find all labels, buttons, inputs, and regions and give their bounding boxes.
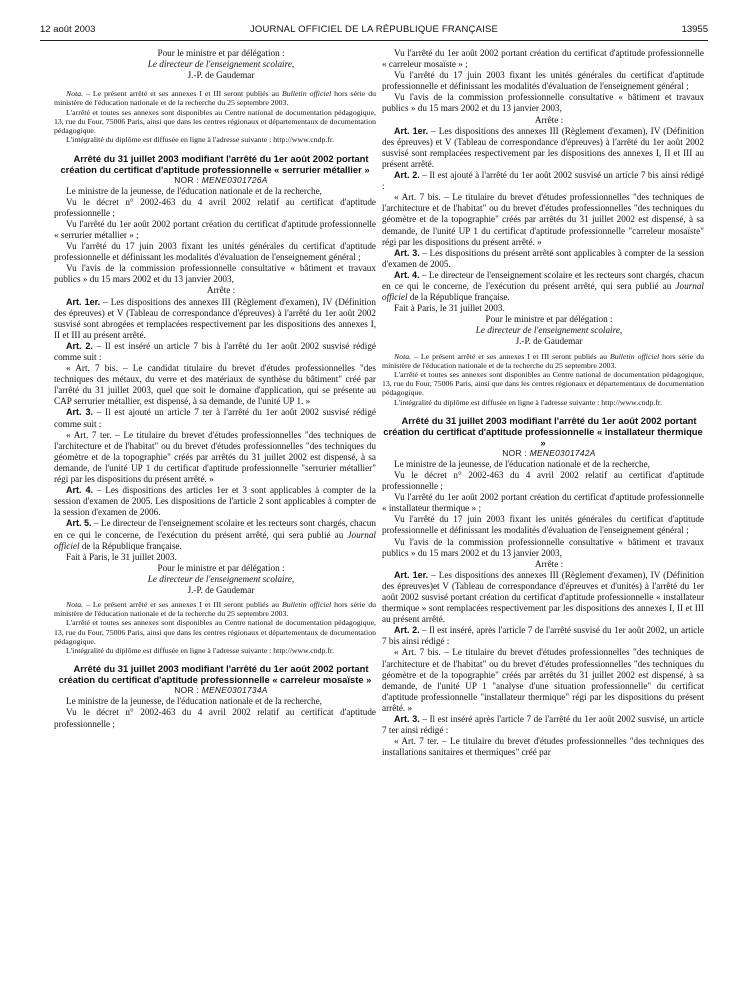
para: Le ministre de la jeunesse, de l'éducation nationale et de la recherche, [66,696,322,707]
article-3-quote: « Art. 7 ter. – Le titulaire du brevet d'études professionnelles "des techniques des installations sanitaires et thermiques" créé par [382,736,704,758]
signature-line-1: Pour le ministre et par délégation : [157,562,285,573]
fait-a-paris: Fait à Paris, le 31 juillet 2003. [66,551,177,562]
arrete-label: Arrête : [206,285,236,296]
article-3-quote: « Art. 7 ter. – Le titulaire du brevet d'études professionnelles "des techniques de l'architecture et de l'habitat" ou du brevet d'études professionnelles "des techniques du géomètre et de la topographie" créés par arrêtés du 31 juillet 2002 est dispensé, à sa demande, de l'unité UP 1 du certificat d'aptitude professionnelle "serrurier métallier" régi par les dispositions du présent arrêté. » [54,429,376,485]
fait-a-paris: Fait à Paris, le 31 juillet 2003. [394,303,505,314]
page-header [40,24,708,38]
article-3: Art. 3. – Il est inséré après l'article 7 de l'arrêté du 1er août 2002 susvisé, un article 7 ter ainsi rédigé : [382,714,704,736]
para: Vu l'arrêté du 17 juin 2003 fixant les unités générales du certificat d'aptitude professionnelle et définissant les modalités d'évaluation de l'enseignement général ; [382,70,704,92]
article-2: Art. 2. – Il est ajouté à l'arrêté du 1er août 2002 susvisé un article 7 bis ainsi rédigé : [382,170,704,192]
article-1: Art. 1er. – Les dispositions des annexes III (Règlement d'examen), IV (Définition des épreuves)et V (Tableau de correspondance d'épreuves et d'unités) à l'arrêté du 1er août 2002 susvisé portant création du certificat d'aptitude professionnelle « installateur thermique » sont remplacées respectivement par les dispositions des annexes I, II et III au présent arrêté. [382,569,704,625]
signature-line-1: Pour le ministre et par délégation : [485,314,613,325]
header-page-number: 13955 [681,24,708,35]
article-3: Art. 3. – Les dispositions du présent arrêté sont applicables à compter de la session d'examen de 2005. [382,247,704,269]
note-block-1 [54,89,376,144]
nota-dispo: L'arrêté et toutes ses annexes sont disponibles au Centre national de documentation pédagogique, 13, rue du Four, 75006 Paris, ainsi que dans les centres régionaux et départementaux de documentation pédagogique. [382,369,704,398]
header-rule [40,40,708,41]
nota: Nota. – Le présent arrêté et ses annexes I et III seront publiés au Bulletin officiel hors série du ministère de l'éducation nationale et de la recherche du 25 septembre 2003. [54,600,376,619]
arrete-label: Arrête : [534,114,564,125]
note-block-3 [382,352,704,407]
arrete-title-installateur: Arrêté du 31 juillet 2003 modifiant l'arrêté du 1er août 2002 portant création du certificat d'aptitude professionnelle « installateur thermique » [383,414,703,448]
nor-serrurier: NOR : MENE0301726A [174,174,268,185]
signature-line-2: Le directeur de l'enseignement scolaire, [475,325,623,336]
nota-dispo: L'arrêté et toutes ses annexes sont disponibles au Centre national de documentation pédagogique, 13, rue du Four, 75006 Paris, ainsi que dans les centres régionaux et départementaux de documentation pédagogique. [54,107,376,136]
article-2-quote: « Art. 7 bis. – Le titulaire du brevet d'études professionnelles "des techniques de l'architecture et de l'habitat" ou du brevet d'études professionnelles "des techniques du géomètre et de la topographie" créés par arrêtés du 31 juillet 2002 est dispensé, à sa demande, de l'unité UP 1 du certificat d'aptitude professionnelle "carreleur mosaïste" régi par les dispositions du présent arrêté. » [382,192,704,247]
para: Le ministre de la jeunesse, de l'éducation nationale et de la recherche, [66,185,322,196]
article-5: Art. 5. – Le directeur de l'enseignement scolaire et les recteurs sont chargés, chacun en ce qui le concerne, de l'exécution du présent arrêté, qui sera publié au Journal officiel de la République française. [54,518,376,551]
nota: Nota. – Le présent arrêté et ses annexes I et III seront publiés au Bulletin officiel hors série du ministère de l'éducation nationale et de la recherche du 25 septembre 2003. [54,89,376,108]
signature-line-2: Le directeur de l'enseignement scolaire, [147,573,295,584]
article-2: Art. 2. – Il est inséré un article 7 bis à l'arrêté du 1er août 2002 susvisé rédigé comme suit : [54,340,376,362]
nota-integral: L'intégralité du diplôme est diffusée en ligne à l'adresse suivante : http://www.cndp.fr. [66,135,335,145]
right-column [382,48,704,758]
para: Vu le décret n° 2002-463 du 4 avril 2002 relatif au certificat d'aptitude professionnelle ; [54,196,376,218]
para: Vu l'arrêté du 17 juin 2003 fixant les unités générales du certificat d'aptitude professionnelle et définissant les modalités d'évaluation de l'enseignement général ; [382,514,704,536]
header-journal-title: JOURNAL OFFICIEL DE LA RÉPUBLIQUE FRANÇAISE [249,24,499,35]
signature-line-3: J.-P. de Gaudemar [187,70,255,81]
article-4: Art. 4. – Le directeur de l'enseignement scolaire et les recteurs sont chargés, chacun en ce qui le concerne, de l'exécution du présent arrêté, qui sera publié au Journal officiel de la République française. [382,269,704,303]
article-2-quote: « Art. 7 bis. – Le candidat titulaire du brevet d'études professionnelles "des techniques des métaux, du verre et des matériaux de synthèse du bâtiment" créé par l'arrêté du 31 juillet 2003, quel que soit le domaine d'application, qui se présente au CAP serrurier métallier, est dispensé, à sa demande, de l'unité UP 1. » [54,363,376,407]
para: Vu le décret n° 2002-463 du 4 avril 2002 relatif au certificat d'aptitude professionnelle ; [382,469,704,492]
signature-line-3: J.-P. de Gaudemar [187,584,255,595]
nota-integral: L'intégralité du diplôme est diffusée en ligne à l'adresse suivante : http://www.cndp.fr. [394,397,663,407]
article-3: Art. 3. – Il est ajouté un article 7 ter à l'arrêté du 1er août 2002 susvisé rédigé comme suit : [54,407,376,429]
para: Vu l'arrêté du 17 juin 2003 fixant les unités générales du certificat d'aptitude professionnelle et définissant les modalités d'évaluation de l'enseignement général ; [54,241,376,263]
article-1: Art. 1er. – Les dispositions des annexes III (Règlement d'examen), IV (Définition des épreuves) et V (Tableau de correspondance d'épreuves) à l'arrêté du 1er août 2002 susvisé sont abrogées et remplacées respectivement par les dispositions des annexes I, II et III au présent arrêté. [54,296,376,340]
nota: Nota. – Le présent arrêté et ses annexes I et III seront publiés au Bulletin officiel hors série du ministère de l'éducation nationale et de la recherche du 25 septembre 2003. [382,351,704,370]
signature-line-2: Le directeur de l'enseignement scolaire, [147,59,295,70]
article-1: Art. 1er. – Les dispositions des annexes III (Règlement d'examen), IV (Définition des épreuves) et V (Tableau de correspondance d'épreuves) à l'arrêté du 1er août 2002 susvisé sont remplacées respectivement par les dispositions des annexes I, II et III au présent arrêté. [382,125,704,169]
article-2-quote: « Art. 7 bis. – Le titulaire du brevet d'études professionnelles "des techniques de l'architecture et de l'habitat" ou du brevet d'études professionnelles "des techniques du géomètre et de la topographie" créés par arrêtés du 31 juillet 2002 est dispensé, à sa demande, de l'unité UP 1 "analyse d'une situation professionnelle" du certificat d'aptitude professionnelle "installateur thermique" régi par les dispositions du présent arrêté. » [382,647,704,713]
para: Vu l'arrêté du 1er août 2002 portant création du certificat d'aptitude professionnelle « carreleur mosaïste » ; [382,48,704,70]
para: Vu l'avis de la commission professionnelle consultative « bâtiment et travaux publics » du 15 mars 2002 et du 13 janvier 2003, [382,536,704,558]
header-date: 12 août 2003 [40,24,96,35]
arrete-label: Arrête : [534,558,564,569]
para: Le ministre de la jeunesse, de l'éducation nationale et de la recherche, [394,458,650,469]
signature-line-3: J.-P. de Gaudemar [515,336,583,347]
para: Vu l'avis de la commission professionnelle consultative « bâtiment et travaux publics » du 15 mars 2002 et du 13 janvier 2003, [382,92,704,114]
para: Vu le décret n° 2002-463 du 4 avril 2002 relatif au certificat d'aptitude professionnelle ; [54,707,376,729]
para: Vu l'avis de la commission professionnelle consultative « bâtiment et travaux publics » du 15 mars 2002 et du 13 janvier 2003, [54,263,376,285]
para: Vu l'arrêté du 1er août 2002 portant création du certificat d'aptitude professionnelle « serrurier métallier » ; [54,218,376,240]
note-block-2 [54,600,376,655]
para: Vu l'arrêté du 1er août 2002 portant création du certificat d'aptitude professionnelle « installateur thermique » ; [382,492,704,514]
arrete-title-serrurier: Arrêté du 31 juillet 2003 modifiant l'arrêté du 1er août 2002 portant création du certificat d'aptitude professionnelle « serrurier métallier » [60,152,370,175]
signature-line-1: Pour le ministre et par délégation : [157,48,285,58]
article-4: Art. 4. – Les dispositions des articles 1er et 3 sont applicables à compter de la session d'examen de 2005. Les dispositions de l'article 2 sont applicables à compter de la session d'examen de 2006. [54,485,376,518]
nor-carreleur: NOR : MENE0301734A [174,685,268,696]
article-2: Art. 2. – Il est inséré, après l'article 7 de l'arrêté susvisé du 1er août 2002, un article 7 bis ainsi rédigé : [382,625,704,647]
left-column [54,48,376,730]
nor-installateur: NOR : MENE0301742A [502,447,596,458]
nota-integral: L'intégralité du diplôme est diffusée en ligne à l'adresse suivante : http://www.cndp.fr. [66,646,335,656]
arrete-title-carreleur: Arrêté du 31 juillet 2003 modifiant l'arrêté du 1er août 2002 portant création du certificat d'aptitude professionnelle « carreleur mosaïste » [58,663,372,686]
nota-dispo: L'arrêté et toutes ses annexes sont disponibles au Centre national de documentation pédagogique, 13, rue du Four, 75006 Paris, ainsi que dans les centres régionaux et départementaux de documentation pédagogique. [54,618,376,646]
